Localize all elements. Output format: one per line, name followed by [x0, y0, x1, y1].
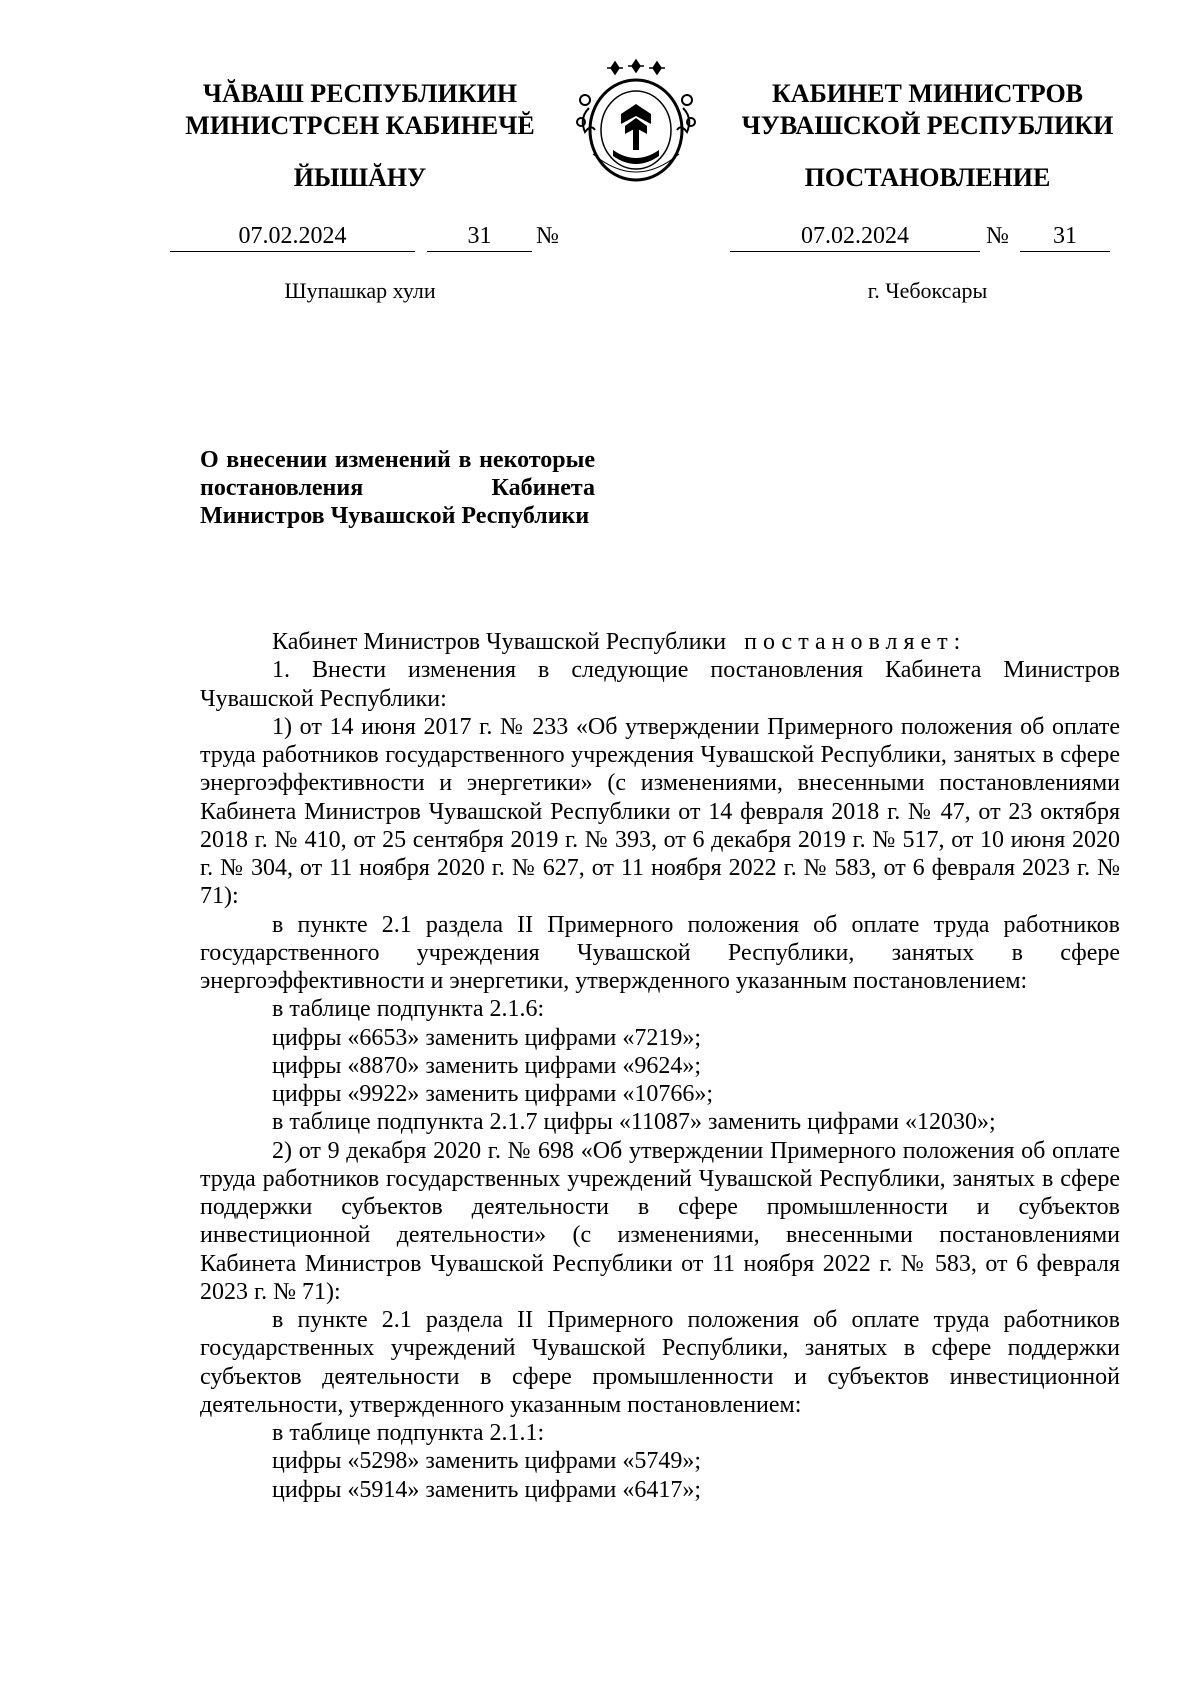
paragraph-9: 2) от 9 декабря 2020 г. № 698 «Об утверждении Примерного положения об оплате труда работников государственных учреждений Чувашской Республики, занятых в сфере поддержки субъектов деятельности в сфере промышленности и субъектов инвестиционной деятельности» (с изменениями, внесенными постановлениями Кабинета Министров Чувашской Республики от 11 ноября 2022 г. № 583, от 6 февраля 2023 г. № 71):: [200, 1137, 1120, 1305]
paragraph-11: в таблице подпункта 2.1.1:: [272, 1420, 545, 1446]
document-title: О внесении изменений в некоторые постановления Кабинета Министров Чувашской Республики: [200, 447, 595, 529]
paragraph-1: 1. Внести изменения в следующие постановления Кабинета Министров Чувашской Республики:: [200, 657, 1120, 712]
left-date-field: 07.02.2024: [170, 221, 415, 252]
header-left-doc-type: ЙЫШĂНУ: [293, 163, 427, 192]
paragraph-12: цифры «5298» заменить цифрами «5749»;: [272, 1448, 702, 1475]
emblem-icon: [563, 58, 709, 186]
intro-paragraph: [200, 628, 1120, 656]
paragraph-8: в таблице подпункта 2.1.7 цифры «11087» заменить цифрами «12030»;: [272, 1109, 996, 1136]
header-right-title-line1: КАБИНЕТ МИНИСТРОВ: [771, 79, 1084, 108]
header-left-title-line1: ЧĂВАШ РЕСПУБЛИКИН: [202, 79, 518, 108]
paragraph-5: цифры «6653» заменить цифрами «7219»;: [272, 1024, 702, 1051]
paragraph-10: в пункте 2.1 раздела II Примерного положения об оплате труда работников государственных учреждений Чувашской Республики, занятых в сфере поддержки субъектов деятельности в сфере промышленности и субъектов инвестиционной деятельности, утвержденного указанным постановлением:: [200, 1307, 1120, 1418]
header-right-doc-type: ПОСТАНОВЛЕНИЕ: [804, 163, 1051, 192]
coat-of-arms-emblem: [563, 58, 709, 186]
intro-verb: постановляет:: [744, 629, 967, 655]
intro-prefix: Кабинет Министров Чувашской Республики: [272, 629, 727, 655]
document-body: [200, 628, 1120, 1504]
left-place: Шупашкар хули: [284, 278, 436, 303]
header-left-title-line2: МИНИСТРСЕН КАБИНЕЧĔ: [185, 111, 535, 140]
right-number-sign: №: [986, 223, 1009, 249]
header-left-title: [170, 78, 550, 142]
header-right-title: [725, 78, 1130, 142]
right-date-field: 07.02.2024: [730, 221, 980, 252]
paragraph-7: цифры «9922» заменить цифрами «10766»;: [272, 1081, 714, 1107]
left-number-sign: №: [536, 223, 559, 249]
paragraph-13: цифры «5914» заменить цифрами «6417»;: [272, 1476, 702, 1503]
paragraph-4: в таблице подпункта 2.1.6:: [272, 996, 545, 1023]
header-right-title-line2: ЧУВАШСКОЙ РЕСПУБЛИКИ: [741, 111, 1114, 140]
paragraph-2: 1) от 14 июня 2017 г. № 233 «Об утверждении Примерного положения об оплате труда работников государственного учреждения Чувашской Республики, занятых в сфере энергоэффективности и энергетики» (с изменениями, внесенными постановлениями Кабинета Министров Чувашской Республики от 14 февраля 2018 г. № 47, от 23 октября 2018 г. № 410, от 25 сентября 2019 г. № 393, от 6 декабря 2019 г. № 517, от 10 июня 2020 г. № 304, от 11 ноября 2020 г. № 627, от 11 ноября 2022 г. № 583, от 6 февраля 2023 г. № 71):: [200, 713, 1120, 910]
paragraph-6: цифры «8870» заменить цифрами «9624»;: [272, 1052, 702, 1079]
right-place: г. Чебоксары: [867, 278, 988, 303]
left-number-field: 31: [427, 221, 532, 252]
right-number-field: 31: [1020, 221, 1110, 252]
paragraph-3: в пункте 2.1 раздела II Примерного положения об оплате труда работников государственного учреждения Чувашской Республики, занятых в сфере энергоэффективности и энергетики, утвержденного указанным постановлением:: [200, 911, 1120, 994]
